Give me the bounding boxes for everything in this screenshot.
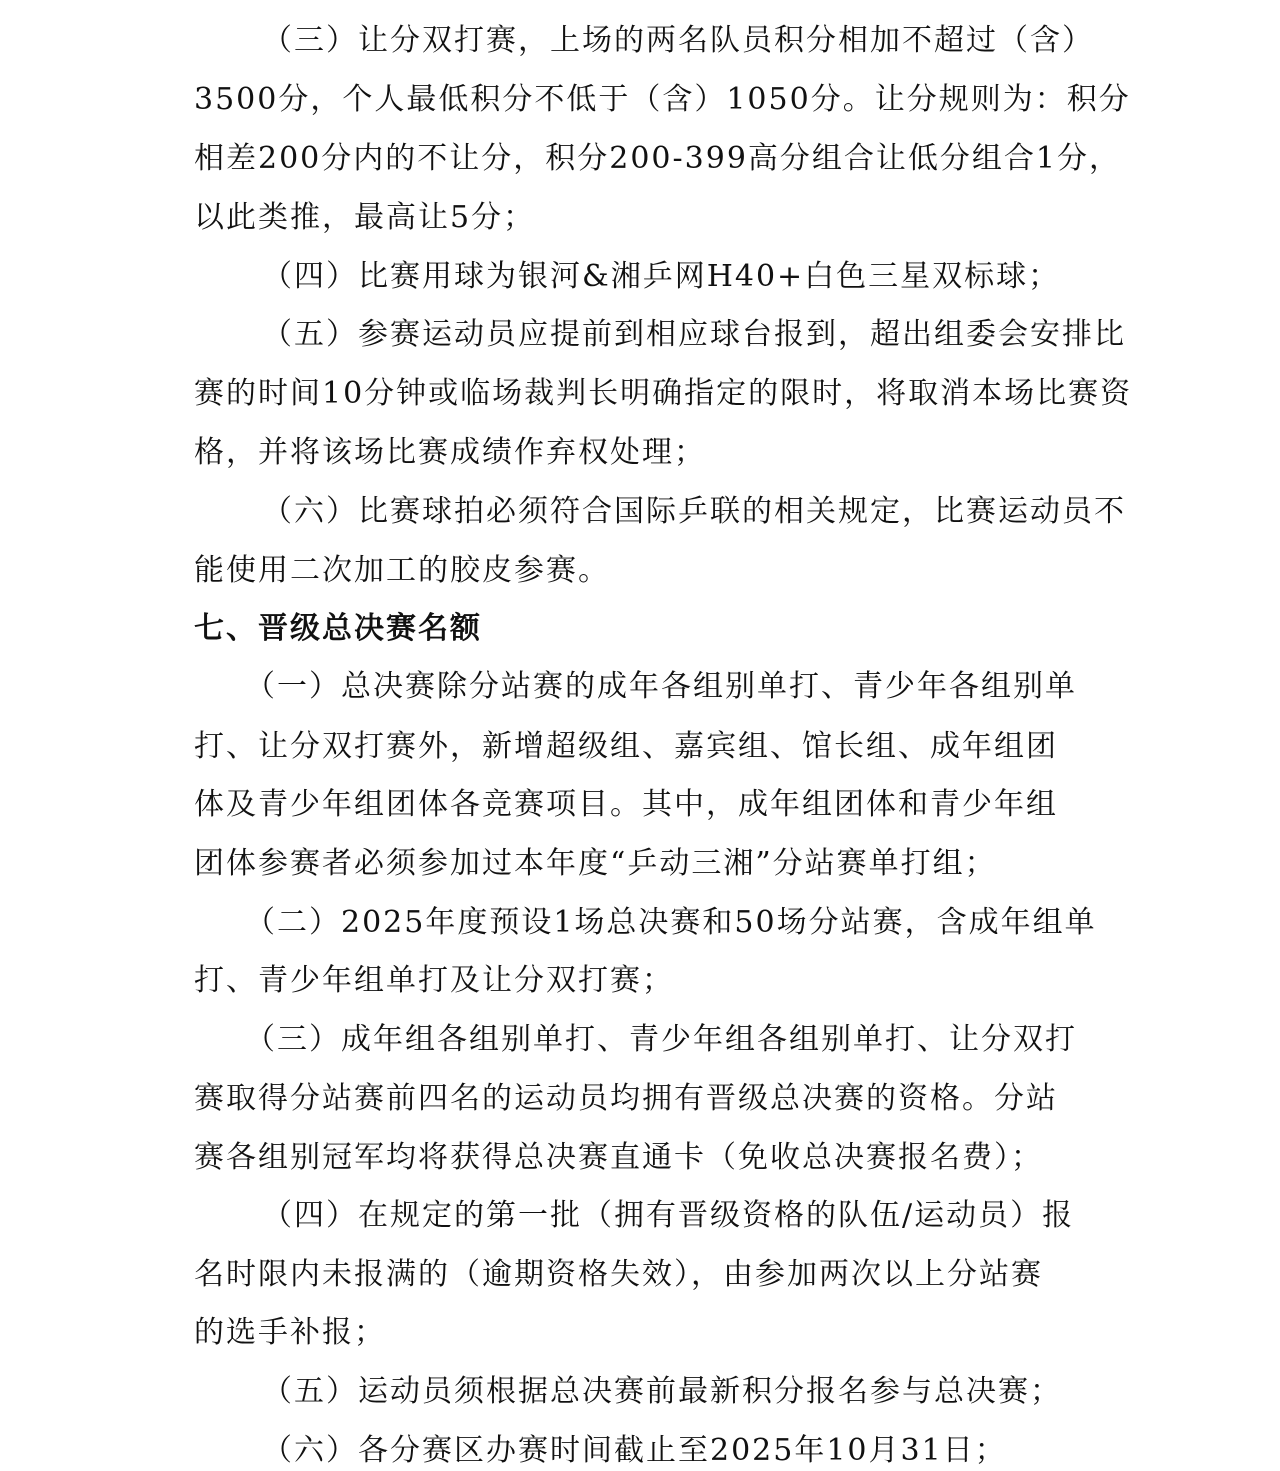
text-line: （六）比赛球拍必须符合国际乒联的相关规定，比赛运动员不 <box>262 494 1126 529</box>
text-line: 打、青少年组单打及让分双打赛； <box>194 963 674 998</box>
text-line: 打、让分双打赛外，新增超级组、嘉宾组、馆长组、成年组团 <box>194 729 1058 764</box>
text-line: （四）在规定的第一批（拥有晋级资格的队伍/运动员）报 <box>262 1198 1075 1233</box>
text-line: （二）2025年度预设1场总决赛和50场分站赛，含成年组单 <box>245 905 1097 940</box>
text-line: 的选手补报； <box>194 1315 386 1350</box>
text-line: 相差200分内的不让分，积分200-399高分组合让低分组合1分， <box>194 141 1122 176</box>
text-line: （五）参赛运动员应提前到相应球台报到，超出组委会安排比 <box>262 317 1126 352</box>
text-line: 赛的时间10分钟或临场裁判长明确指定的限时，将取消本场比赛资 <box>194 376 1133 411</box>
text-line: （四）比赛用球为银河&湘乒网H40+白色三星双标球； <box>262 259 1061 294</box>
text-line: （六）各分赛区办赛时间截止至2025年10月31日； <box>262 1433 1007 1468</box>
text-line: （三）让分双打赛，上场的两名队员积分相加不超过（含） <box>262 23 1094 58</box>
text-line: 团体参赛者必须参加过本年度“乒动三湘”分站赛单打组； <box>194 846 997 881</box>
text-line: 赛各组别冠军均将获得总决赛直通卡（免收总决赛报名费）； <box>194 1140 1043 1175</box>
text-line: （一）总决赛除分站赛的成年各组别单打、青少年各组别单 <box>245 669 1077 704</box>
section-heading: 七、晋级总决赛名额 <box>194 611 482 646</box>
text-line: 赛取得分站赛前四名的运动员均拥有晋级总决赛的资格。分站 <box>194 1081 1058 1116</box>
text-line: 名时限内未报满的（逾期资格失效），由参加两次以上分站赛 <box>194 1257 1043 1292</box>
text-line: 体及青少年组团体各竞赛项目。其中，成年组团体和青少年组 <box>194 787 1058 822</box>
text-line: 3500分，个人最低积分不低于（含）1050分。让分规则为：积分 <box>194 82 1131 117</box>
text-line: （三）成年组各组别单打、青少年组各组别单打、让分双打 <box>245 1022 1077 1057</box>
text-line: （五）运动员须根据总决赛前最新积分报名参与总决赛； <box>262 1374 1062 1409</box>
text-line: 格，并将该场比赛成绩作弃权处理； <box>194 435 706 470</box>
text-line: 能使用二次加工的胶皮参赛。 <box>194 553 610 588</box>
text-line: 以此类推，最高让5分； <box>194 200 536 235</box>
